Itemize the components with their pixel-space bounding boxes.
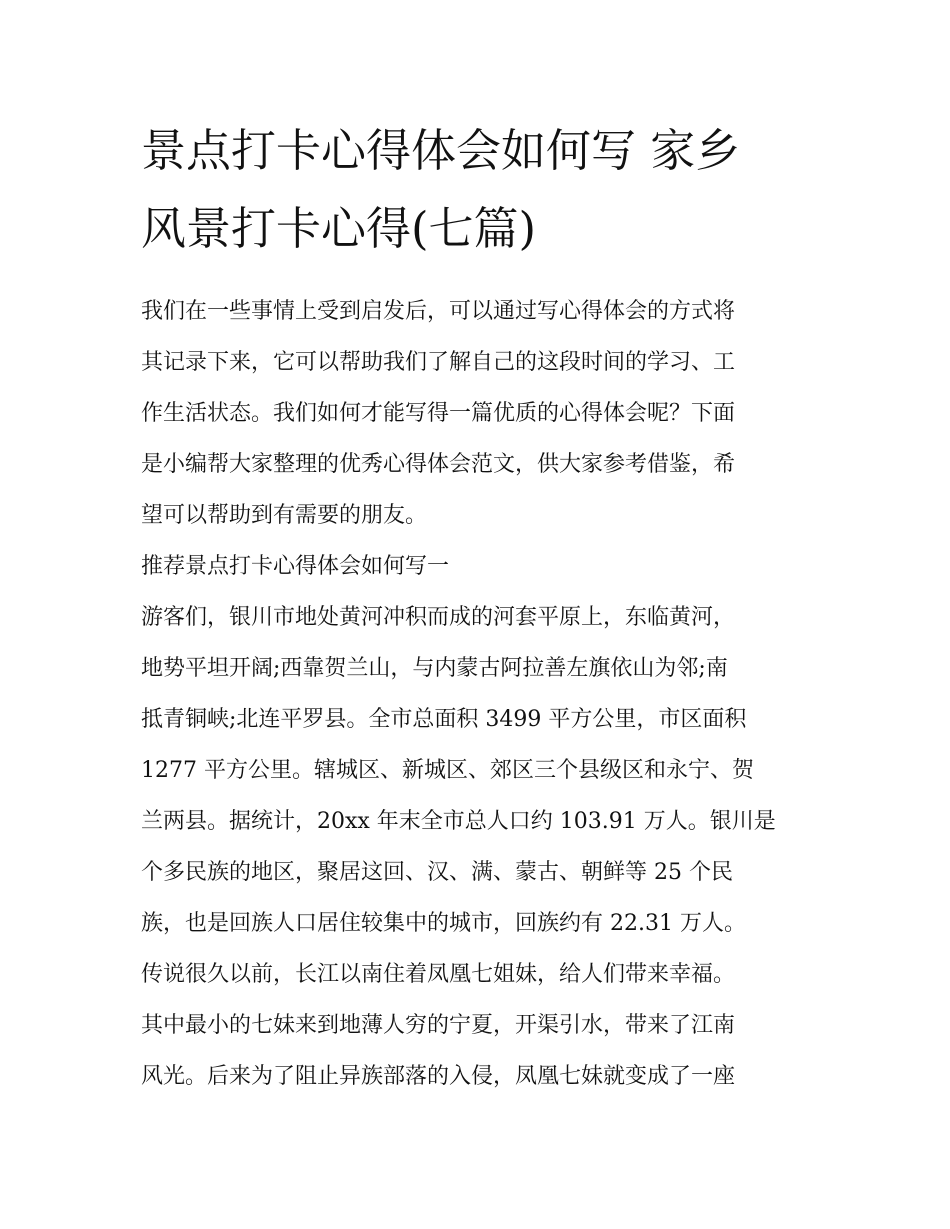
document-title (141, 112, 813, 268)
body-line: 游客们，银川市地处黄河冲积而成的河套平原上，东临黄河， (141, 605, 736, 630)
intro-paragraph (141, 286, 813, 541)
intro-line: 是小编帮大家整理的优秀心得体会范文，供大家参考借鉴，希 (141, 452, 736, 477)
title-line: 景点打卡心得体会如何写 家乡 (141, 124, 741, 177)
body-line: 1277 平方公里。辖城区、新城区、郊区三个县级区和永宁、贺 (141, 758, 754, 783)
body-paragraph (141, 592, 813, 1102)
body-line: 传说很久以前，长江以南住着凤凰七姐妹，给人们带来幸福。 (141, 962, 736, 987)
body-line: 抵青铜峡;北连平罗县。全市总面积 3499 平方公里，市区面积 (141, 707, 747, 732)
document-page (141, 112, 813, 1102)
section-heading (141, 541, 813, 592)
title-line: 风景打卡心得(七篇) (141, 202, 537, 255)
body-line: 兰两县。据统计，20xx 年末全市总人口约 103.91 万人。银川是 (141, 809, 776, 834)
body-line: 地势平坦开阔;西靠贺兰山，与内蒙古阿拉善左旗依山为邻;南 (141, 656, 728, 681)
body-line: 风光。后来为了阻止异族部落的入侵，凤凰七妹就变成了一座 (141, 1064, 736, 1089)
intro-line: 其记录下来，它可以帮助我们了解自己的这段时间的学习、工 (141, 350, 736, 375)
intro-line: 望可以帮助到有需要的朋友。 (141, 503, 428, 528)
intro-line: 我们在一些事情上受到启发后，可以通过写心得体会的方式将 (141, 299, 736, 324)
intro-line: 作生活状态。我们如何才能写得一篇优质的心得体会呢？下面 (141, 401, 736, 426)
body-line: 族，也是回族人口居住较集中的城市，回族约有 22.31 万人。 (141, 911, 746, 936)
body-line: 其中最小的七妹来到地薄人穷的宁夏，开渠引水，带来了江南 (141, 1013, 736, 1038)
body-line: 个多民族的地区，聚居这回、汉、满、蒙古、朝鲜等 25 个民 (141, 860, 733, 885)
section-heading-text: 推荐景点打卡心得体会如何写一 (141, 554, 450, 579)
